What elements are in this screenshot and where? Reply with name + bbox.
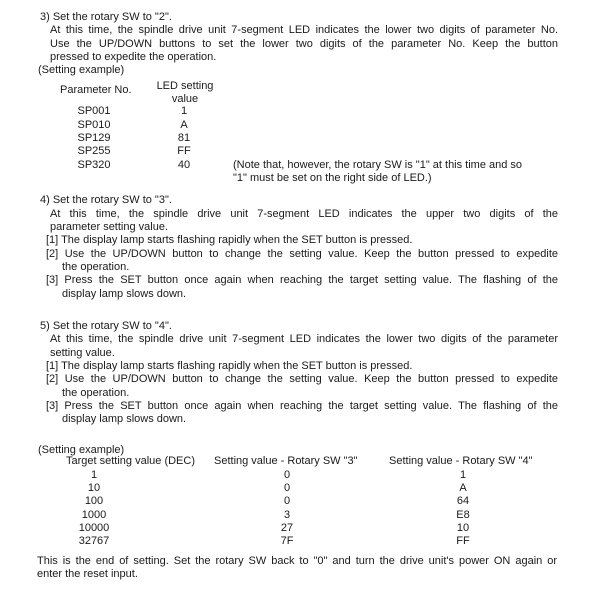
section-4-step: [2] Use the UP/DOWN button to change the setting value. Keep the button pressed to expedite: [46, 247, 558, 260]
parameter-cell: SP001: [77, 105, 111, 118]
section-5: [38, 320, 558, 427]
note-line: "1" must be set on the right side of LED.): [233, 171, 432, 184]
led-value-cell: 40: [177, 158, 191, 171]
sw3-value-cell: 27: [280, 521, 294, 534]
sw3-value-cell: 0: [283, 468, 291, 481]
section-4-heading: 4) Set the rotary SW to "3".: [40, 194, 172, 207]
target-value-cell: 100: [84, 495, 104, 508]
table2-header-sw3: Setting value - Rotary SW "3": [214, 455, 358, 468]
led-value-cell: 1: [180, 105, 188, 118]
table1-col2-header-line1: LED setting: [156, 80, 214, 92]
table1-col1-header: Parameter No.: [60, 83, 132, 96]
sw4-value-cell: 10: [456, 521, 470, 534]
parameter-cell: SP010: [77, 118, 111, 131]
target-value-cell: 10000: [78, 521, 110, 534]
section-3-heading: 3) Set the rotary SW to "2".: [40, 11, 172, 23]
section-4-body-line: At this time, the spindle drive unit 7-segment LED indicates the upper two digits of the: [50, 207, 558, 220]
closing-paragraph: [37, 555, 557, 582]
target-value-cell: 10: [87, 481, 101, 494]
table2-header-sw4: Setting value - Rotary SW "4": [389, 455, 533, 468]
led-value-cell: 81: [177, 131, 191, 144]
section-5-step: [1] The display lamp starts flashing rapidly when the SET button is pressed.: [46, 359, 413, 372]
closing-line: This is the end of setting. Set the rotary SW back to "0" and turn the drive unit's power ON again or: [37, 554, 557, 567]
section-3-body-line: At this time, the spindle drive unit 7-segment LED indicates the lower two digits of parameter No.: [50, 24, 558, 37]
parameter-cell: SP255: [77, 145, 111, 158]
section-5-heading: 5) Set the rotary SW to "4".: [40, 320, 172, 332]
section-5-step: [3] Press the SET button once again when reaching the target setting value. The flashing of the: [46, 399, 558, 412]
target-value-cell: 32767: [78, 535, 110, 548]
section-4-step: [1] The display lamp starts flashing rapidly when the SET button is pressed.: [46, 234, 413, 247]
parameter-cell: SP320: [77, 158, 111, 171]
section-4-body-line: parameter setting value.: [50, 220, 169, 233]
sw3-value-cell: 7F: [280, 535, 294, 548]
sw4-value-cell: 64: [456, 495, 470, 508]
sw3-value-cell: 3: [283, 508, 291, 521]
section-5-body-line: At this time, the spindle drive unit 7-segment LED indicates the lower two digits of the parameter: [50, 333, 558, 346]
led-value-cell: FF: [177, 145, 191, 158]
section-5-step: [2] Use the UP/DOWN button to change the setting value. Keep the button pressed to expedite: [46, 373, 558, 386]
led-value-cell: A: [180, 118, 188, 131]
rotary-sw-note: [233, 159, 522, 186]
target-value-cell: 1000: [81, 508, 107, 521]
sw4-value-cell: A: [459, 481, 467, 494]
setting-example-label-1: (Setting example): [38, 64, 125, 77]
section-5-body-line: setting value.: [50, 346, 115, 359]
parameter-cell: SP129: [77, 131, 111, 144]
section-4-step-continuation: display lamp slows down.: [62, 287, 187, 300]
section-5-step-continuation: display lamp slows down.: [62, 413, 187, 426]
section-4: [38, 194, 558, 301]
table1-col2-header-line2: value: [171, 93, 199, 106]
note-line: (Note that, however, the rotary SW is "1" at this time and so: [233, 158, 523, 171]
setting-example-label-2: (Setting example): [38, 443, 125, 456]
sw3-value-cell: 0: [283, 495, 291, 508]
section-4-step-continuation: the operation.: [62, 260, 130, 273]
closing-line: enter the reset input.: [37, 567, 138, 580]
sw4-value-cell: FF: [456, 535, 470, 548]
sw4-value-cell: 1: [459, 468, 467, 481]
section-3-body-line: pressed to expedite the operation.: [50, 50, 217, 63]
section-3-body-line: Use the UP/DOWN buttons to set the lower two digits of the parameter No. Keep the button: [50, 37, 558, 50]
target-value-cell: 1: [90, 468, 98, 481]
sw4-value-cell: E8: [456, 508, 470, 521]
sw3-value-cell: 0: [283, 481, 291, 494]
section-4-step: [3] Press the SET button once again when reaching the target setting value. The flashing of the: [46, 274, 558, 287]
section-3: [38, 11, 558, 78]
section-5-step-continuation: the operation.: [62, 386, 130, 399]
table1-col2-header: [151, 80, 219, 107]
table2-header-target-value: Target setting value (DEC): [66, 455, 195, 468]
